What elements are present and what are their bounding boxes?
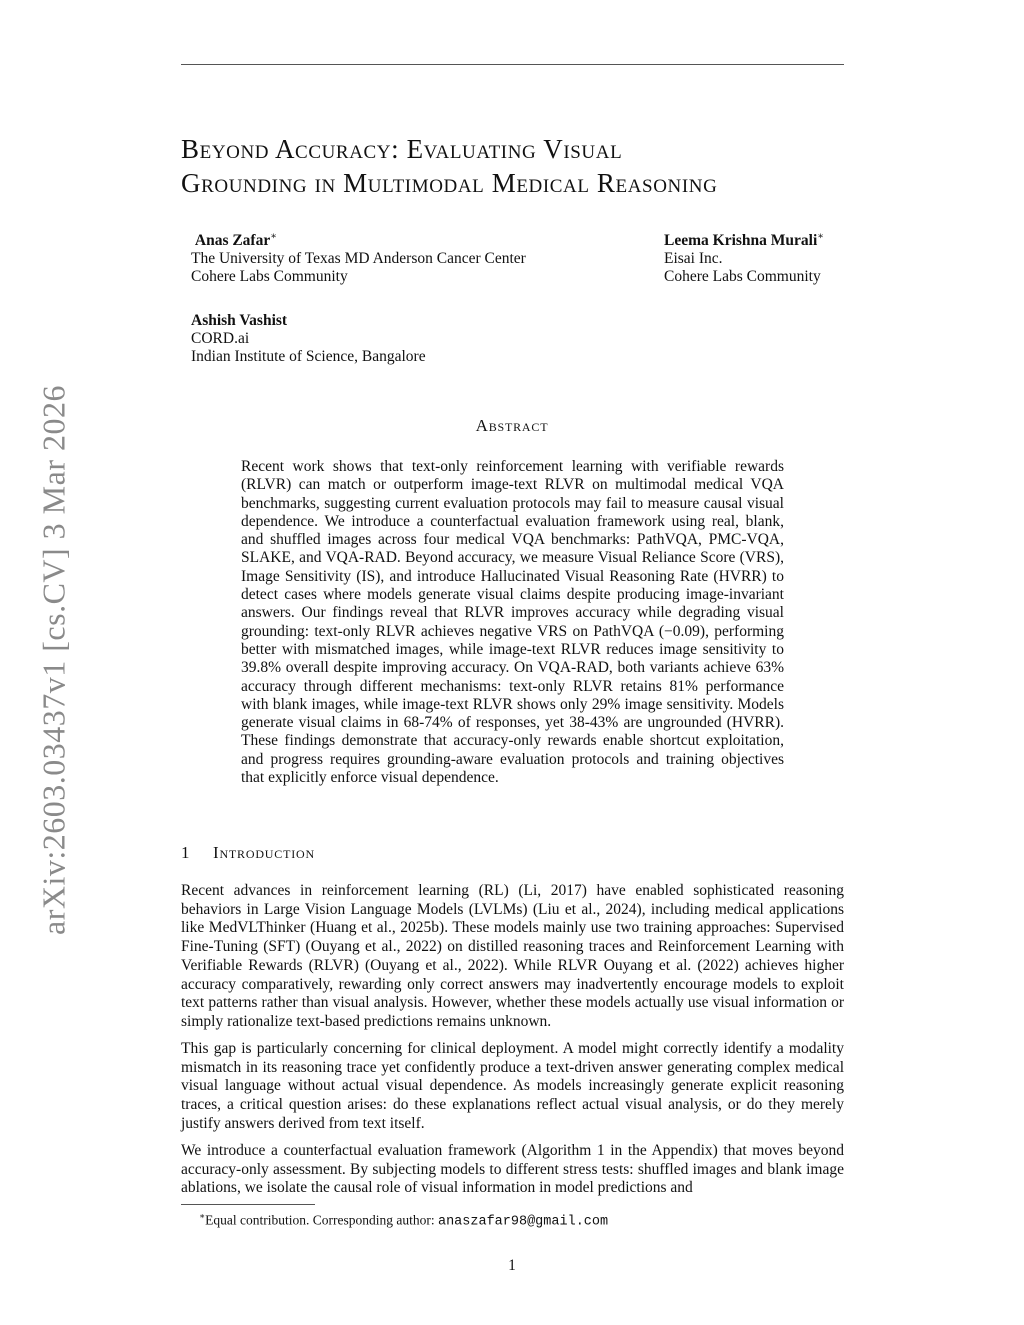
author-name: Leema Krishna Murali∗ [664,231,825,250]
author-3 [191,312,426,366]
footnote-rule [181,1204,315,1205]
abstract-text: Recent work shows that text-only reinforcement learning with verifiable rewards (RLVR) can match or outperform image-text RLVR on multimodal medical VQA benchmarks, suggesting current evaluation protocols may fail to measure causal visual dependence. We introduce a counterfactual evaluation framework using real, blank, and shuffled images across four medical VQA benchmarks: PathVQA, PMC-VQA, SLAKE, and VQA-RAD. Beyond accuracy, we measure Visual Reliance Score (VRS), Image Sensitivity (IS), and introduce Hallucinated Visual Reasoning Rate (HVRR) to detect cases where models generate visual claims despite producing image-invariant answers. Our findings reveal that RLVR improves accuracy while degrading visual grounding: text-only RLVR achieves negative VRS on PathVQA (−0.09), performing better with mismatched images, while image-text RLVR reduces image sensitivity to 39.8% overall despite improving accuracy. On VQA-RAD, both variants achieve 63% accuracy through different mechanisms: text-only RLVR retains 81% performance with blank images, while image-text RLVR shows only 29% image sensitivity. Models generate visual claims in 68-74% of responses, yet 38-43% are ungrounded (HVRR). These findings demonstrate that accuracy-only rewards enable shortcut exploitation, and progress requires grounding-aware evaluation protocols and training objectives that explicitly enforce visual dependence. [241,458,784,787]
author-affiliation: The University of Texas MD Anderson Cancer Center [191,250,526,268]
author-name: Anas Zafar∗ [194,231,278,250]
body-paragraph-3: We introduce a counterfactual evaluation framework (Algorithm 1 in the Appendix) that moves beyond accuracy-only assessment. By subjecting models to different stress tests: shuffled images and blank image ablations, we isolate the causal role of visual information in model predictions and [181,1142,844,1197]
section-heading-introduction [181,843,315,863]
body-paragraph-1: Recent advances in reinforcement learning (RL) (Li, 2017) have enabled sophisticated reasoning behaviors in Large Vision Language Models (LVLMs) (Liu et al., 2024), including medical applications like MedVLThinker (Huang et al., 2025b). These models mainly use two training approaches: Supervised Fine-Tuning (SFT) (Ouyang et al., 2022) on distilled reasoning traces and Reinforcement Learning with Verifiable Rewards (RLVR) (Ouyang et al., 2022). While RLVR Ouyang et al. (2022) achieves higher accuracy comparatively, rewarding only correct answers may inadvertently encourage models to exploit text patterns rather than visual analysis. However, whether these models actually use visual information or simply rationalize text-based predictions remains unknown. [181,882,844,1030]
footnote-text: Equal contribution. Corresponding author: [205,1212,438,1228]
author-affiliation: CORD.ai [191,330,250,347]
paper-title [181,132,861,200]
author-affiliation: Cohere Labs Community [664,268,821,286]
page-number: 1 [508,1257,516,1274]
arxiv-identifier[interactable]: arXiv:2603.03437v1 [cs.CV] 3 Mar 2026 [35,385,72,935]
top-rule [181,64,844,65]
footnote [199,1208,608,1231]
abstract-heading: Abstract [475,416,549,435]
author-affiliation: Eisai Inc. [664,250,723,268]
author-1 [191,228,526,286]
title-line-2: Grounding in Multimodal Medical Reasoning [181,168,718,198]
section-number: 1 [181,843,191,862]
author-name: Ashish Vashist [191,312,288,329]
body-paragraph-2: This gap is particularly concerning for clinical deployment. A model might correctly identify a modality mismatch in its reasoning trace yet confidently produce a text-driven answer generating complex medical visual language without actual visual dependence. As models increasingly generate explicit reasoning traces, a critical question arises: do these explanations reflect actual visual analysis, or do they merely justify answers derived from text itself. [181,1040,844,1132]
title-line-1: Beyond Accuracy: Evaluating Visual [181,134,623,164]
footnote-mark: ∗ [199,1211,206,1221]
section-title: Introduction [213,843,315,862]
author-affiliation: Indian Institute of Science, Bangalore [191,348,426,365]
author-affiliation: Cohere Labs Community [191,268,348,286]
author-email-link[interactable]: anaszafar98@gmail.com [437,1214,609,1230]
author-2 [664,228,824,286]
